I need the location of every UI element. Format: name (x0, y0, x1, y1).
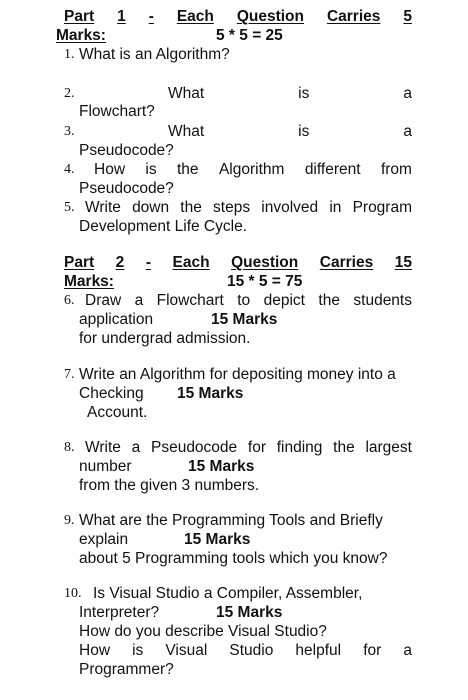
question-7-marks: 15 Marks (177, 385, 244, 402)
part1-heading-marks: Marks: (56, 27, 106, 44)
question-6-marks: 15 Marks (211, 311, 278, 328)
question-5-number: 5. (64, 200, 75, 215)
question-6-number: 6. (64, 293, 75, 308)
part1-formula: 5 * 5 = 25 (216, 27, 283, 44)
question-10-line4: How is Visual Studio helpful for a (79, 642, 412, 659)
question-3-number: 3. (64, 124, 75, 139)
question-2-line1: What is a (168, 85, 412, 102)
question-10-number: 10. (64, 586, 82, 601)
question-5-line1: Write down the steps involved in Program (85, 199, 412, 216)
question-10-line3: How do you describe Visual Studio? (79, 623, 327, 640)
question-4-number: 4. (64, 162, 75, 177)
question-8-line3: from the given 3 numbers. (79, 477, 260, 494)
question-10-line1: Is Visual Studio a Compiler, Assembler, (93, 585, 363, 602)
question-6-line2: application (79, 311, 154, 328)
question-9-line1: What are the Programming Tools and Briefly (79, 512, 383, 529)
question-8-marks: 15 Marks (188, 458, 255, 475)
question-8-number: 8. (64, 440, 75, 455)
question-1-text: What is an Algorithm? (79, 46, 230, 63)
question-10-line2: Interpreter? (79, 604, 160, 621)
question-7-number: 7. (64, 367, 75, 382)
part1-heading: Part 1 - Each Question Carries 5 (64, 8, 412, 25)
question-5-line2: Development Life Cycle. (79, 218, 247, 235)
part2-heading: Part 2 - Each Question Carries 15 (64, 254, 412, 271)
question-10-line5: Programmer? (79, 661, 174, 678)
question-6-line3: for undergrad admission. (79, 330, 251, 347)
part2-formula: 15 * 5 = 75 (227, 273, 303, 290)
question-2-line2: Flowchart? (79, 103, 155, 120)
question-3-line1: What is a (168, 123, 412, 140)
part2-heading-marks: Marks: (64, 273, 114, 290)
question-7-line2: Checking (79, 385, 144, 402)
question-1-number: 1. (64, 47, 75, 62)
question-7-line3: Account. (87, 404, 148, 421)
question-6-line1: Draw a Flowchart to depict the students (85, 292, 412, 309)
question-8-line1: Write a Pseudocode for finding the largest (85, 439, 412, 456)
question-4-line2: Pseudocode? (79, 180, 174, 197)
question-10-marks: 15 Marks (216, 604, 283, 621)
question-3-line2: Pseudocode? (79, 142, 174, 159)
question-7-line1: Write an Algorithm for depositing money into a (79, 366, 396, 383)
question-9-number: 9. (64, 513, 75, 528)
question-4-line1: How is the Algorithm different from (94, 161, 412, 178)
question-9-line3: about 5 Programming tools which you know? (79, 550, 388, 567)
question-9-marks: 15 Marks (184, 531, 251, 548)
question-2-number: 2. (64, 86, 75, 101)
question-9-line2: explain (79, 531, 129, 548)
question-8-line2: number (79, 458, 132, 475)
